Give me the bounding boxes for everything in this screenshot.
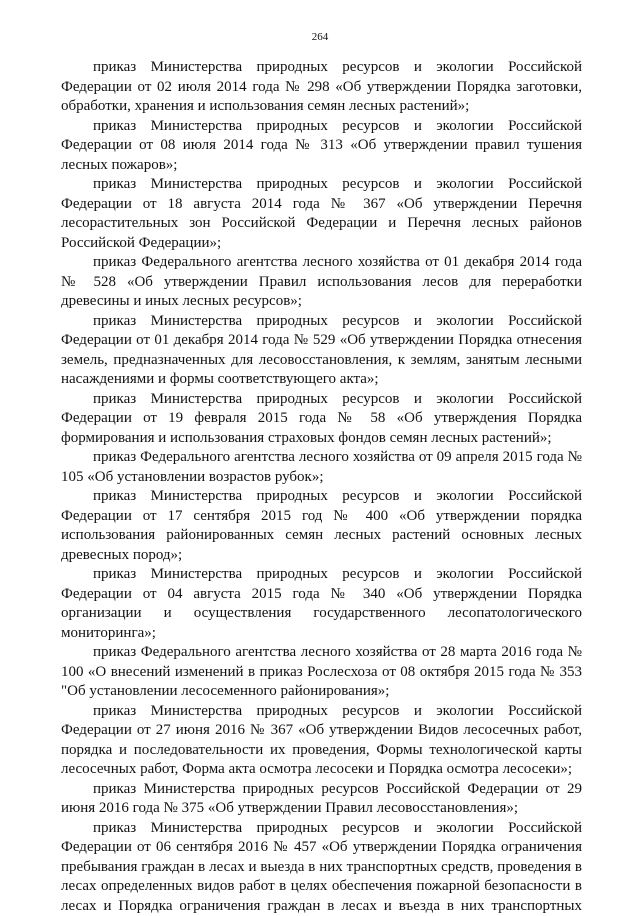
paragraph: приказ Министерства природных ресурсов и экологии Российской Федерации от 08 июля 2014 года № 313 «Об утверждении правил тушения лесных пожаров»; — [61, 117, 582, 176]
page-number: 264 — [0, 31, 640, 43]
paragraph: приказ Министерства природных ресурсов и экологии Российской Федерации от 06 сентября 2016 № 457 «Об утверждении Порядка ограничения пребывания граждан в лесах и выезда в них транспортных средств, проведения в лесах определенных видов работ в целях обеспечения пожарной безопасности в лесах и Порядка ограничения граждан в лесах и въезда в них транспортных — [61, 819, 582, 916]
paragraph: приказ Министерства природных ресурсов и экологии Российской Федерации от 04 августа 2015 года № 340 «Об утверждении Порядка организации и осуществления государственного лесопатологического мониторинга»; — [61, 565, 582, 643]
paragraph: приказ Федерального агентства лесного хозяйства от 28 марта 2016 года № 100 «О внесений изменений в приказ Рослесхоза от 08 октября 2015 года № 353 "Об установлении лесосеменного районирования»; — [61, 643, 582, 702]
paragraph: приказ Министерства природных ресурсов и экологии Российской Федерации от 27 июня 2016 № 367 «Об утверждении Видов лесосечных работ, порядка и последовательности их проведения, Формы технологической карты лесосечных работ, Форма акта осмотра лесосеки и Порядка осмотра лесосеки»; — [61, 702, 582, 780]
paragraph: приказ Федерального агентства лесного хозяйства от 09 апреля 2015 года № 105 «Об установлении возрастов рубок»; — [61, 448, 582, 487]
paragraph: приказ Министерства природных ресурсов Российской Федерации от 29 июня 2016 года № 375 «Об утверждении Правил лесовосстановления»; — [61, 780, 582, 819]
paragraph: приказ Министерства природных ресурсов и экологии Российской Федерации от 19 февраля 2015 года № 58 «Об утверждения Порядка формирования и использования страховых фондов семян лесных растений»; — [61, 390, 582, 449]
paragraph: приказ Министерства природных ресурсов и экологии Российской Федерации от 01 декабря 2014 года № 529 «Об утверждении Порядка отнесения земель, предназначенных для лесовосстановления, к землям, занятым лесными насаждениями и формы соответствующего акта»; — [61, 312, 582, 390]
paragraph: приказ Министерства природных ресурсов и экологии Российской Федерации от 18 августа 2014 года № 367 «Об утверждении Перечня лесорастительных зон Российской Федерации и Перечня лесных районов Российской Федерации»; — [61, 175, 582, 253]
document-body — [61, 58, 582, 916]
paragraph: приказ Министерства природных ресурсов и экологии Российской Федерации от 17 сентября 2015 год № 400 «Об утверждении порядка использования районированных семян лесных растений основных лесных древесных пород»; — [61, 487, 582, 565]
paragraph: приказ Федерального агентства лесного хозяйства от 01 декабря 2014 года № 528 «Об утверждении Правил использования лесов для переработки древесины и иных лесных ресурсов»; — [61, 253, 582, 312]
paragraph: приказ Министерства природных ресурсов и экологии Российской Федерации от 02 июля 2014 года № 298 «Об утверждении Порядка заготовки, обработки, хранения и использования семян лесных растений»; — [61, 58, 582, 117]
